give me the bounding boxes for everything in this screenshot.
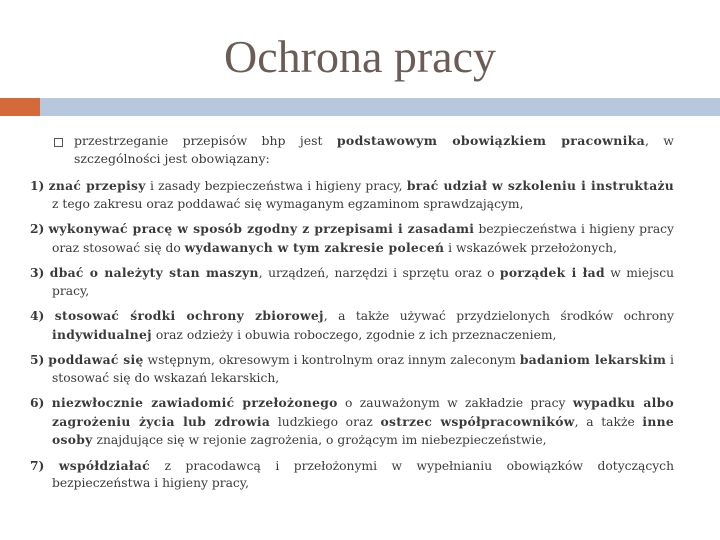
page-title: Ochrona pracy xyxy=(223,31,497,82)
list-item: 1) znać przepisy i zasady bezpieczeństwa i higieny pracy, brać udział w szkoleniu i instruktażu z tego zakresu oraz poddawać się wymaganym egzaminom sprawdzającym, xyxy=(30,178,675,211)
list-item: 3) dbać o należyty stan maszyn, urządzeń, narzędzi i sprzętu oraz o porządek i ład w miejscu pracy, xyxy=(30,265,675,298)
slide-content xyxy=(30,132,675,500)
list-item: 5) poddawać się wstępnym, okresowym i kontrolnym oraz innym zaleconym badaniom lekarskim i stosować się do wskazań lekarskich, xyxy=(30,352,674,385)
accent-bar-orange xyxy=(0,98,40,116)
list-item: 4) stosować środki ochrony zbiorowej, a także używać przydzielonych środków ochrony indywidualnej oraz odzieży i obuwia roboczego, zgodnie z ich przeznaczeniem, xyxy=(30,308,674,342)
square-bullet-icon xyxy=(54,138,63,147)
list-item: 2) wykonywać pracę w sposób zgodny z przepisami i zasadami bezpieczeństwa i higieny pracy oraz stosować się do wydawanych w tym zakresie poleceń i wskazówek przełożonych, xyxy=(30,221,674,255)
list-item: 7) współdziałać z pracodawcą i przełożonymi w wypełnianiu obowiązków dotyczących bezpieczeństwa i higieny pracy, xyxy=(30,457,674,490)
accent-bar-blue xyxy=(40,98,720,116)
intro-bullet xyxy=(52,132,674,167)
list-item: 6) niezwłocznie zawiadomić przełożonego o zauważonym w zakładzie pracy wypadku albo zagrożeniu życia lub zdrowia ludzkiego oraz ostrzec współpracowników, a także inne osoby znajdujące się w rejonie zagrożenia, o grożącym im niebezpieczeństwie, xyxy=(30,395,674,447)
intro-text: przestrzeganie przepisów bhp jest podstawowym obowiązkiem pracownika, w szczególności jest obowiązany: xyxy=(74,133,674,166)
